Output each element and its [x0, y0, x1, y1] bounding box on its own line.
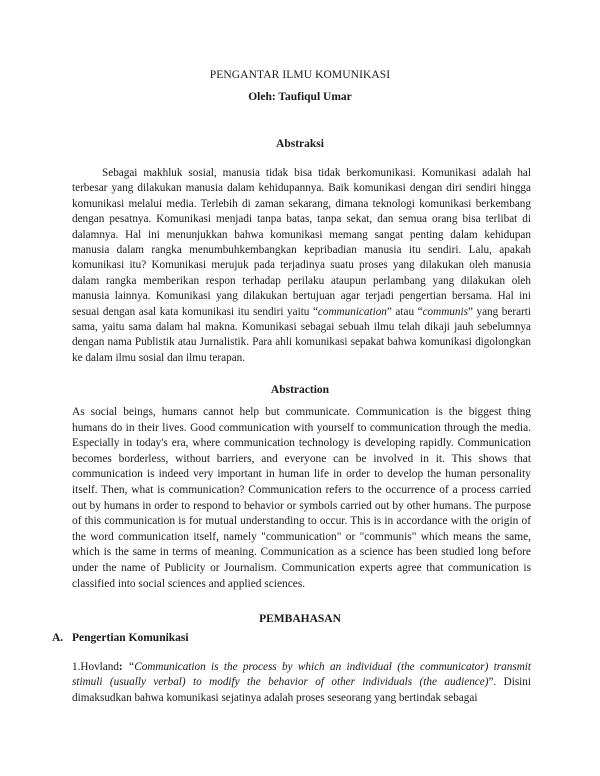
hovland-number: 1.: [72, 661, 81, 673]
hovland-quote: “Communication is the process by which an individual (the communicator) transmit stimuli (usually verbal) to modify the behavior of other individuals (the audience): [72, 661, 531, 689]
pembahasan-heading: PEMBAHASAN: [259, 613, 341, 625]
section-letter: A.: [52, 632, 64, 644]
abstraksi-text-part3: ” yang berarti sama, yaitu sama dalam hal makna. Komunikasi sebagai sebuah ilmu telah dikaji jauh sebelumnya dengan nama Publistik atau Jurnalistik. Para ahli komunikasi sepakat bahwa komunikasi digolongkan ke dalam ilmu sosial dan ilmu terapan.: [72, 305, 531, 364]
abstraksi-term-communication: communication: [317, 305, 387, 318]
abstraksi-text-part1: Sebagai makhluk sosial, manusia tidak bisa tidak berkomunikasi. Komunikasi adalah hal terbesar yang dilakukan manusia dalam kehidupannya. Baik komunikasi dengan diri sendiri hingga komunikasi melalui media. Terlebih di zaman sekarang, dimana teknologi komunikasi berkembang dengan pesatnya. Komunikasi menjadi tanpa batas, tanpa sekat, dan semua orang bisa terlibat di dalamnya. Hal ini menunjukkan bahwa komunikasi memang sangat penting dalam kehidupan manusia dalam rangka menumbuhkembangkan kepribadian manusia itu sendiri. Lalu, apakah komunikasi itu? Komunikasi merujuk pada terjadinya suatu proses yang dilakukan oleh manusia dalam rangka memberikan respon terhadap perilaku ataupun perlambang yang dilakukan oleh manusia lainnya. Komunikasi yang dilakukan bertujuan agar terjadi pengertian bersama. Hal ini sesuai dengan asal kata komunikasi itu sendiri yaitu “: [72, 167, 531, 318]
document-title: PENGANTAR ILMU KOMUNIKASI: [209, 69, 391, 81]
hovland-colon: :: [118, 661, 123, 673]
abstraksi-term-communis: communis: [422, 305, 468, 318]
hovland-quote-close: ”.: [488, 676, 497, 689]
abstraction-paragraph: As social beings, humans cannot help but communicate. Communication is the biggest thing humans do in their lives. Good communication with yourself to communication through the media. Especially in today's era, where communication technology is developing rapidly. Communication becomes borderless, without barriers, and everyone can be involved in it. This shows that communication is indeed very important in human life in order to develop the human personality itself. Then, what is communication? Communication refers to the occurrence of a process carried out by humans in order to respond to behavior or symbols carried out by other humans. The purpose of this communication is for mutual understanding to occur. This is in accordance with the origin of the word communication itself, namely "communication" or "communis" which means the same, which is the same in terms of meaning. Communication as a science has been studied long before under the name of Publicity or Journalism. Communication experts agree that communication is classified into social sciences and applied sciences.: [72, 406, 531, 590]
abstraksi-paragraph: [72, 166, 531, 366]
abstraksi-text-part2: ” atau “: [386, 305, 423, 318]
document-author: Oleh: Taufiqul Umar: [248, 91, 352, 103]
hovland-definition: [72, 660, 531, 706]
section-title: Pengertian Komunikasi: [72, 632, 189, 644]
abstraction-heading: Abstraction: [270, 384, 330, 396]
hovland-name: Hovland: [80, 661, 119, 673]
section-a-heading: [52, 632, 189, 644]
abstraksi-heading: Abstraksi: [276, 138, 324, 150]
hovland-continuation: Disini dimaksudkan bahwa komunikasi sejatinya adalah proses seseorang yang bertindak sebagai: [72, 676, 531, 704]
